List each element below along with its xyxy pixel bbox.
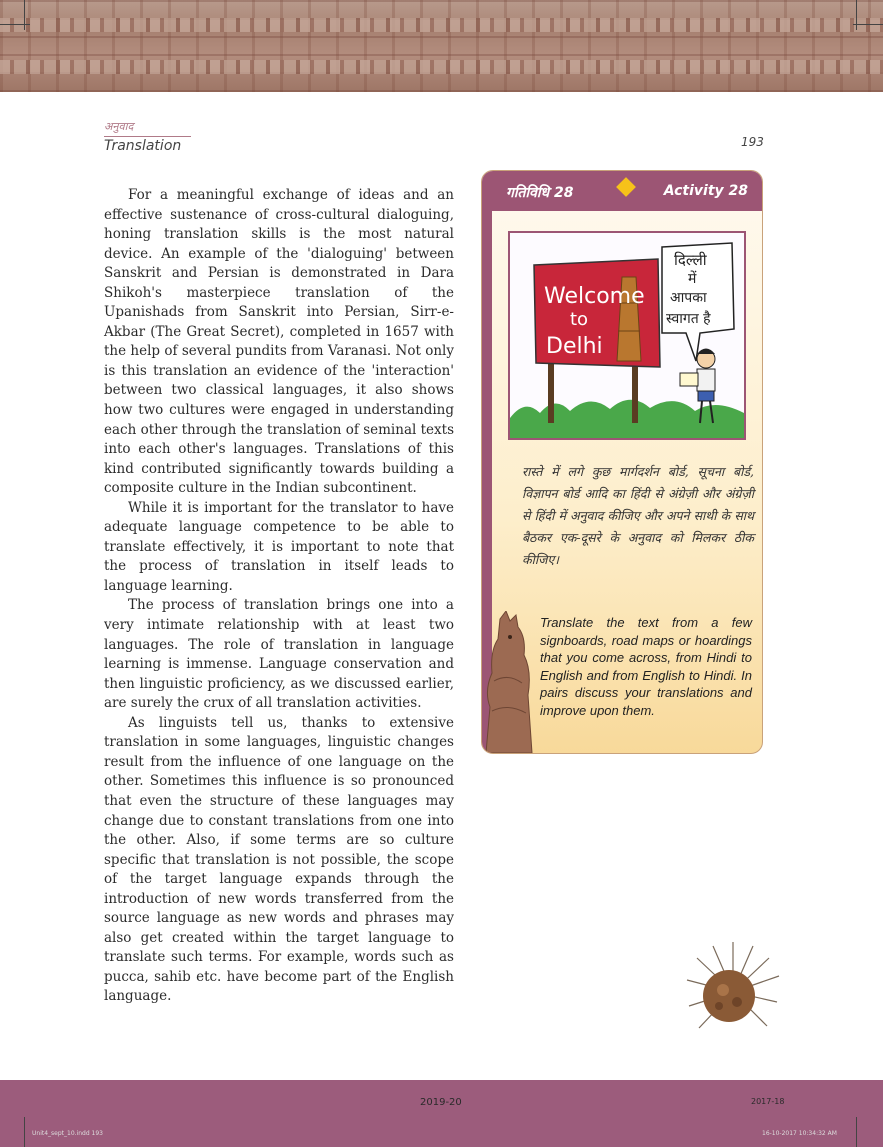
footer-timestamp: 16-10-2017 10:34:32 AM (762, 1130, 837, 1137)
body-text (104, 186, 454, 1007)
footer-year: 2019-20 (420, 1097, 462, 1108)
cartoon-illustration (508, 231, 746, 440)
decorative-frieze (0, 0, 883, 92)
paragraph: As linguists tell us, thanks to extensive translation in some languages, linguistic changes result from the influence of one language on the other. Sometimes this influence is so pronounced that even the structure of these languages may change due to constant translations from one into the other. Also, if some terms are so culture specific that translation is not possible, the scope of the target language expands through the introduction of new words transferred from the source language as new words and phrases may also get created within the target language to translate such terms. For example, words such as pucca, sahib etc. have become part of the English language. (104, 714, 454, 1005)
activity-header (482, 171, 762, 211)
crop-mark (0, 24, 30, 25)
crop-mark (856, 0, 857, 30)
stamp-disc (703, 970, 755, 1022)
horse-statue-icon (482, 611, 538, 753)
bubble-line-4: स्वागत है (666, 311, 711, 327)
bubble-line-1: दिल्ली (674, 251, 707, 269)
header-rule (104, 136, 191, 137)
boy-shirt (697, 369, 715, 391)
chapter-title: Translation (104, 138, 182, 154)
activity-instructions-hindi: रास्ते में लगे कुछ मार्गदर्शन बोर्ड, सूचना बोर्ड, विज्ञापन बोर्ड आदि का हिंदी से अंग्रेज़ी और अंग्रेज़ी से हिंदी में अनुवाद कीजिए और अपने साथी के साथ बैठकर एक-दूसरे के अनुवाद को मिलकर ठीक कीजिए। (522, 464, 754, 567)
crop-mark (853, 24, 883, 25)
crop-mark (856, 1117, 857, 1147)
footer-file-slug: Unit4_sept_10.indd 193 (32, 1130, 103, 1137)
activity-title: Activity 28 (663, 183, 748, 199)
footer-right-year: 2017-18 (751, 1097, 785, 1106)
sign-line-3: Delhi (546, 334, 603, 359)
chapter-title-hindi: अनुवाद (104, 120, 134, 133)
cartoon-svg (510, 233, 744, 438)
activity-box (481, 170, 763, 754)
sign-line-1: Welcome (544, 284, 645, 309)
activity-title-hindi: गतिविधि 28 (506, 185, 574, 201)
bubble-line-2: में (688, 271, 697, 287)
activity-instructions: Translate the text from a few signboards, road maps or hoardings that you come across, from Hindi to English and from English to Hindi. In pairs discuss your translations and improve upon them. (540, 615, 752, 718)
sign-line-2: to (570, 309, 589, 330)
frieze-band-bottom (0, 60, 883, 74)
crop-mark (24, 1117, 25, 1147)
notepad-shape (680, 373, 698, 386)
paragraph: While it is important for the translator to have adequate language competence to be able to translate effectively, it is important to note that the process of translation in itself leads to language learning. (104, 499, 454, 594)
bubble-line-3: आपका (670, 290, 707, 306)
crop-mark (24, 0, 25, 30)
paragraph: For a meaningful exchange of ideas and an effective sustenance of cross-cultural dialoguing, honing translation skills is the most natural device. An example of the 'dialoguing' between Sanskrit and Persian is demonstrated in Dara Shikoh's masterpiece translation of the Upanishads from Sanskrit into Persian, Sirr-e-Akbar (The Great Secret), completed in 1657 with the help of several pundits from Varanasi. Not only is this translation an evidence of the 'interaction' between two classical languages, it also shows how two cultures were engaged in understanding each other through the translation of seminal texts into each other's languages. Translations of this kind contributed significantly towards building a composite culture in the Indian subcontinent. (104, 187, 454, 497)
footer-band (0, 1080, 883, 1147)
frieze-band-top (0, 18, 883, 32)
page-number: 193 (741, 135, 764, 149)
paragraph: The process of translation brings one into a very intimate relationship with at least two languages. The role of translation in language learning is immense. Language conservation and then linguistic proficiency, as we discussed earlier, are surely the crux of all translation activities. (104, 597, 454, 712)
diamond-icon (616, 177, 636, 197)
sun-stamp-icon (683, 940, 783, 1040)
